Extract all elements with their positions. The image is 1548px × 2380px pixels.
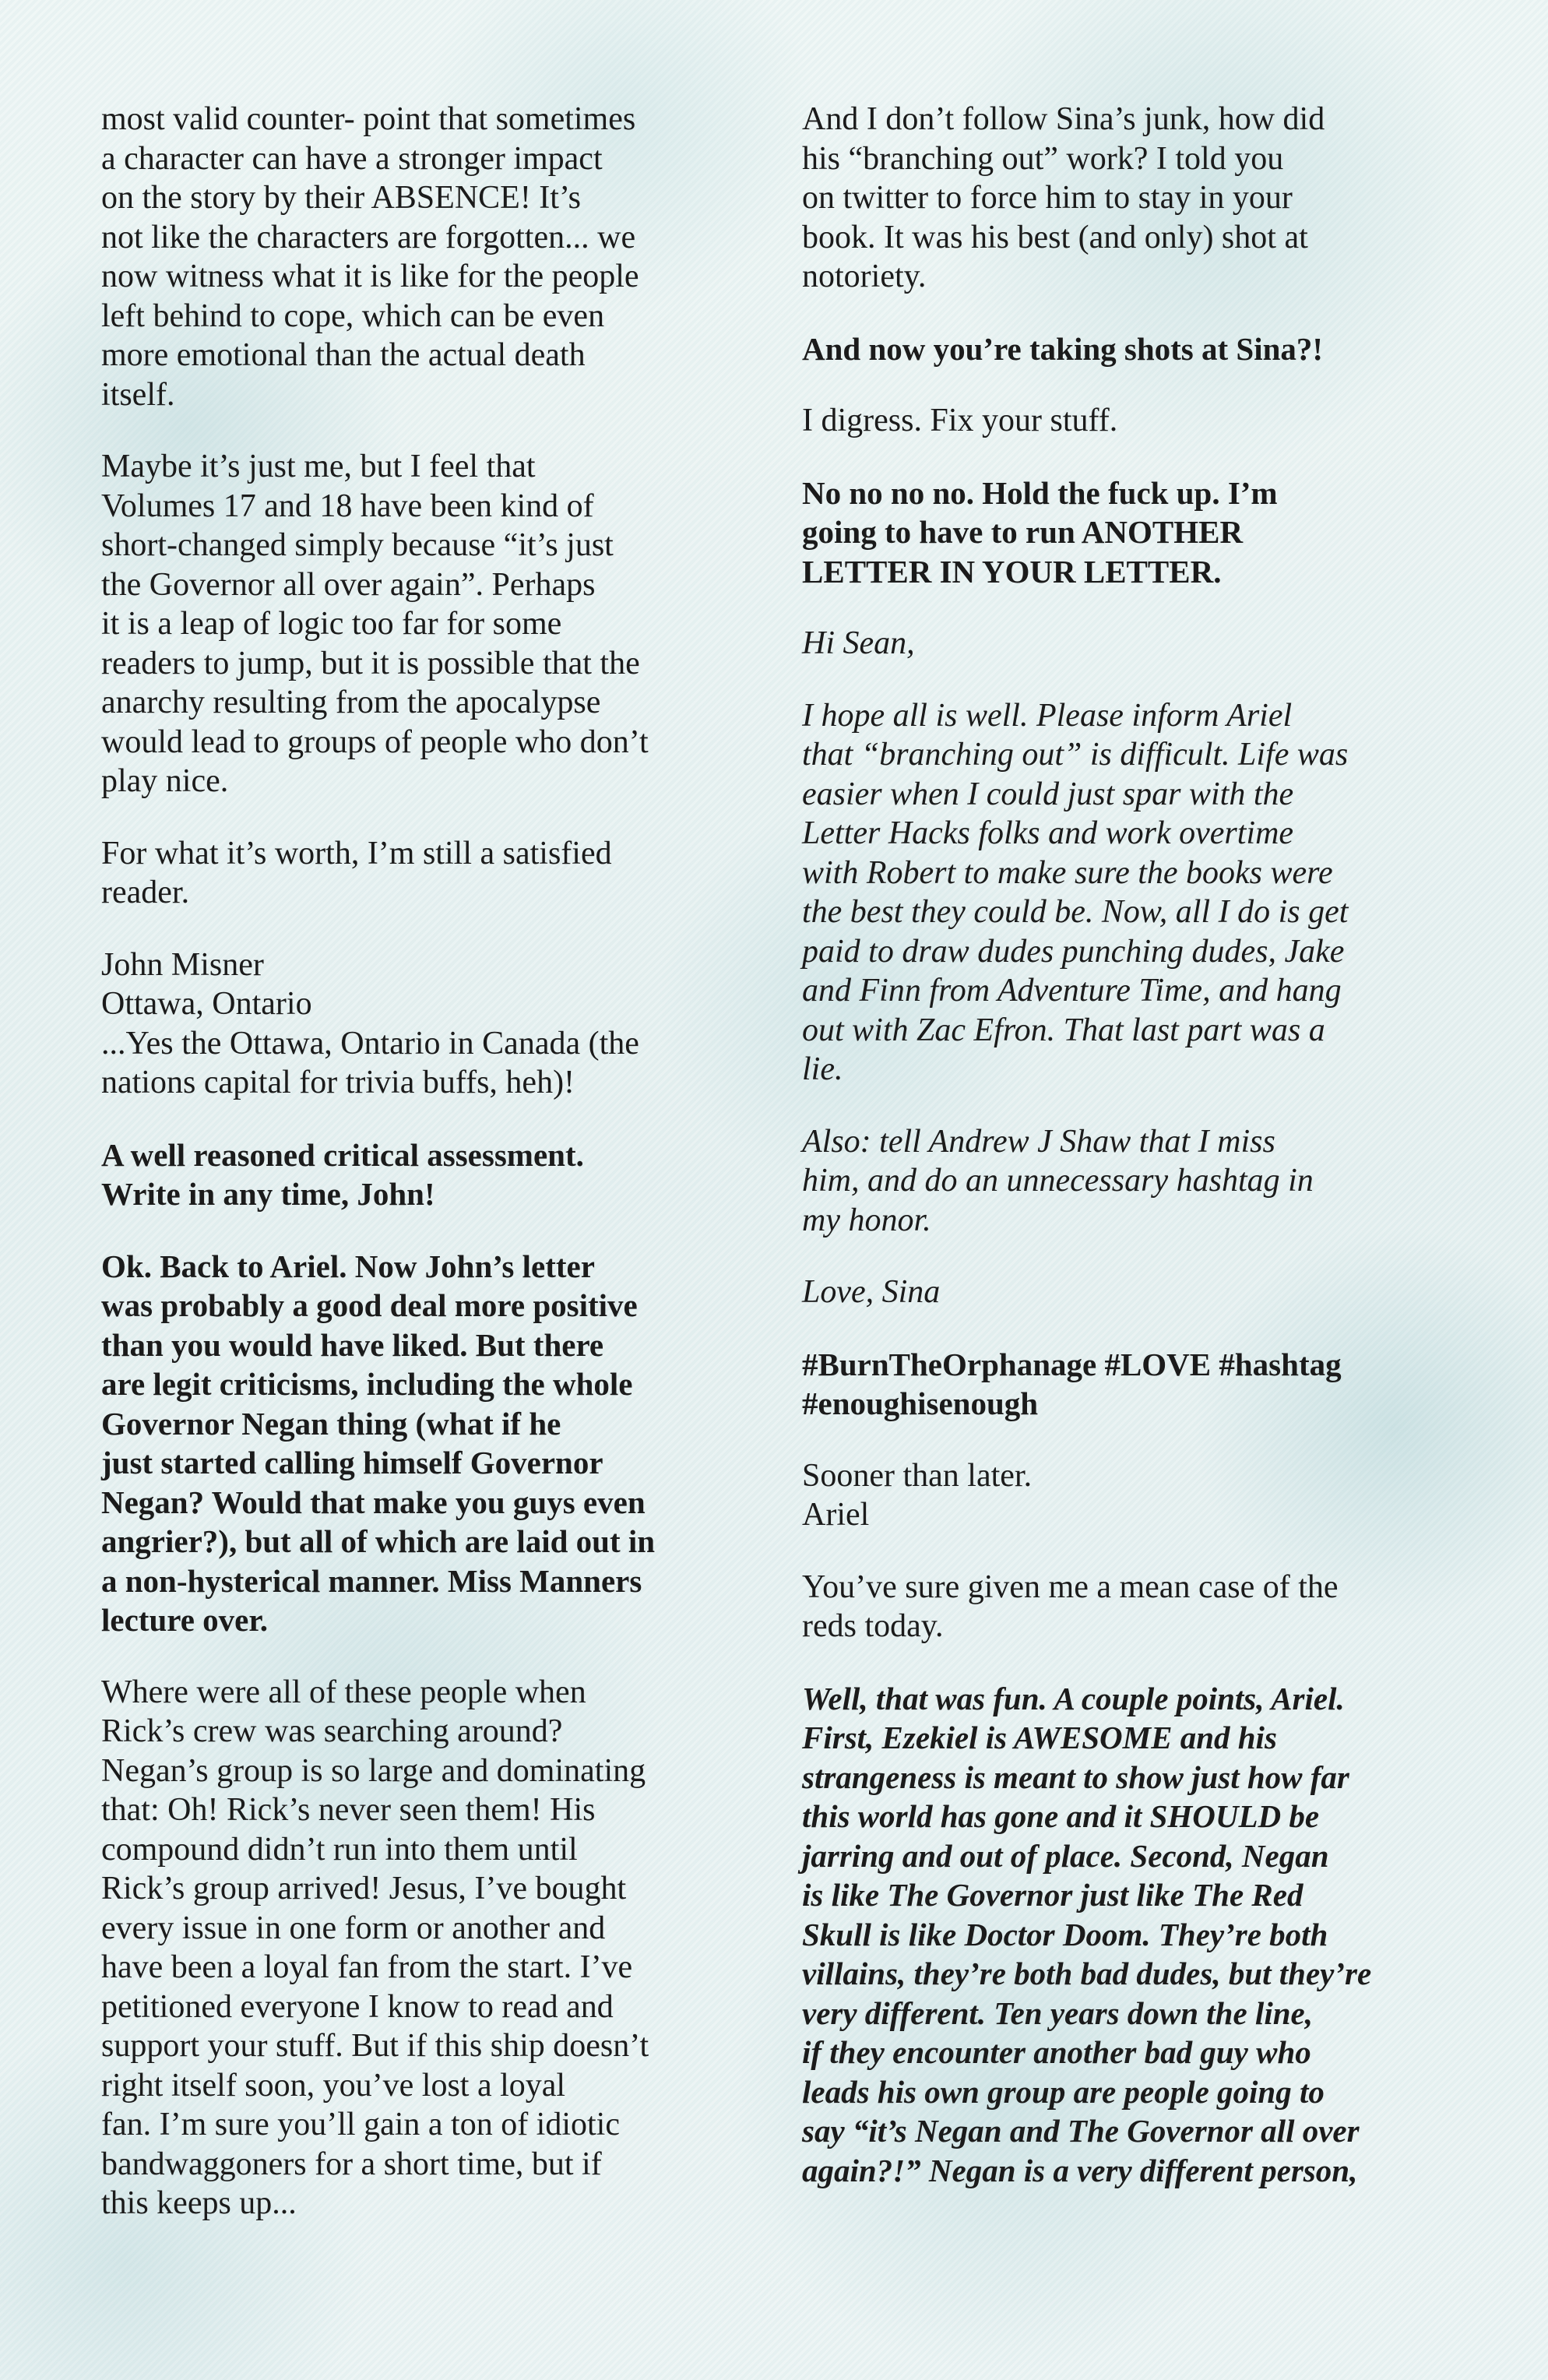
letter-paragraph-sina-junk: And I don’t follow Sina’s junk, how did his “branching out” work? I told you on twitter to force him to stay in your book. It was his best (and only) shot at notoriety.: [802, 101, 1325, 294]
letter-closing: Sooner than later. Ariel: [802, 1457, 1033, 1533]
right-column: [802, 100, 1472, 2190]
letter-paragraph-volumes: Maybe it’s just me, but I feel that Volumes 17 and 18 have been kind of short-changed simply because “it’s just the Governor all over again”. Perhaps it is a leap of logic too far for some readers to jump, but it is possible that the anarchy resulting from the apocalypse would lead to groups of people who don’t play nice.: [101, 449, 649, 799]
letter-paragraph-absence: most valid counter- point that sometimes a character can have a stronger impact on the story by their ABSENCE! It’s not like the characters are forgotten... we now witness what it is like for the people left behind to cope, which can be even more emotional than the actual death itself.: [101, 101, 639, 413]
editor-reply-shots-at-sina: And now you’re taking shots at Sina?!: [802, 330, 1324, 367]
editor-reply-ezekiel-negan: Well, that was fun. A couple points, Ariel. First, Ezekiel is AWESOME and his strangeness is meant to show just how far this world has gone and it SHOULD be jarring and out of place. Second, Negan is like The Governor just like The Red Skull is like Doctor Doom. They’re both villains, they’re both bad dudes, but they’re very different. Ten years down the line, if they encounter another bad guy who leads his own group are people going to say “it’s Negan and The Governor all over again?!” Negan is a very different person,: [802, 1680, 1372, 2188]
letter-paragraph-where-were: Where were all of these people when Rick’s crew was searching around? Negan’s group is so large and dominating that: Oh! Rick’s never seen them! His compound didn’t run into them until Rick’s group arrived! Jesus, I’ve bought every issue in one form or another and have been a loyal fan from the start. I’ve petitioned everyone I know to read and support your stuff. But if this ship doesn’t right itself soon, you’ve lost a loyal fan. I’m sure you’ll gain a ton of idiotic bandwaggoners for a short time, but if this keeps up...: [101, 1674, 649, 2221]
inset-letter-paragraph-branching: I hope all is well. Please inform Ariel that “branching out” is difficult. Life was easier when I could just spar with the Letter Hacks folks and work overtime with Robert to make sure the books were the best they could be. Now, all I do is get paid to draw dudes punching dudes, Jake and Finn from Adventure Time, and hang out with Zac Efron. That last part was a lie.: [802, 697, 1349, 1087]
inset-letter-greeting: Hi Sean,: [802, 625, 915, 661]
editor-reply-back-to-ariel: Ok. Back to Ariel. Now John’s letter was probably a good deal more positive than you would have liked. But there are legit criticisms, including the whole Governor Negan thing (what if he just started calling himself Governor Negan? Would that make you guys even angrier?), but all of which are laid out in a non-hysterical manner. Miss Manners lecture over.: [101, 1248, 656, 1638]
hashtag-line: #BurnTheOrphanage #LOVE #hashtag #enoughisenough: [802, 1346, 1342, 1421]
inset-letter-signoff: Love, Sina: [802, 1274, 941, 1310]
letter-paragraph-digress: I digress. Fix your stuff.: [802, 403, 1118, 438]
letter-signature: John Misner Ottawa, Ontario ...Yes the Ottawa, Ontario in Canada (the nations capital for trivia buffs, heh)!: [101, 946, 639, 1100]
editor-reply-hold-up: No no no no. Hold the fuck up. I’m going to have to run ANOTHER LETTER IN YOUR LETTER.: [802, 474, 1278, 590]
letter-paragraph-reds: You’ve sure given me a mean case of the reds today.: [802, 1568, 1339, 1644]
letter-paragraph-satisfied: For what it’s worth, I’m still a satisfied reader.: [101, 835, 612, 910]
left-column: [101, 100, 771, 2223]
editor-reply-reasoned: A well reasoned critical assessment. Write in any time, John!: [101, 1136, 584, 1212]
inset-letter-paragraph-andrew: Also: tell Andrew J Shaw that I miss him, and do an unnecessary hashtag in my honor.: [802, 1123, 1314, 1238]
